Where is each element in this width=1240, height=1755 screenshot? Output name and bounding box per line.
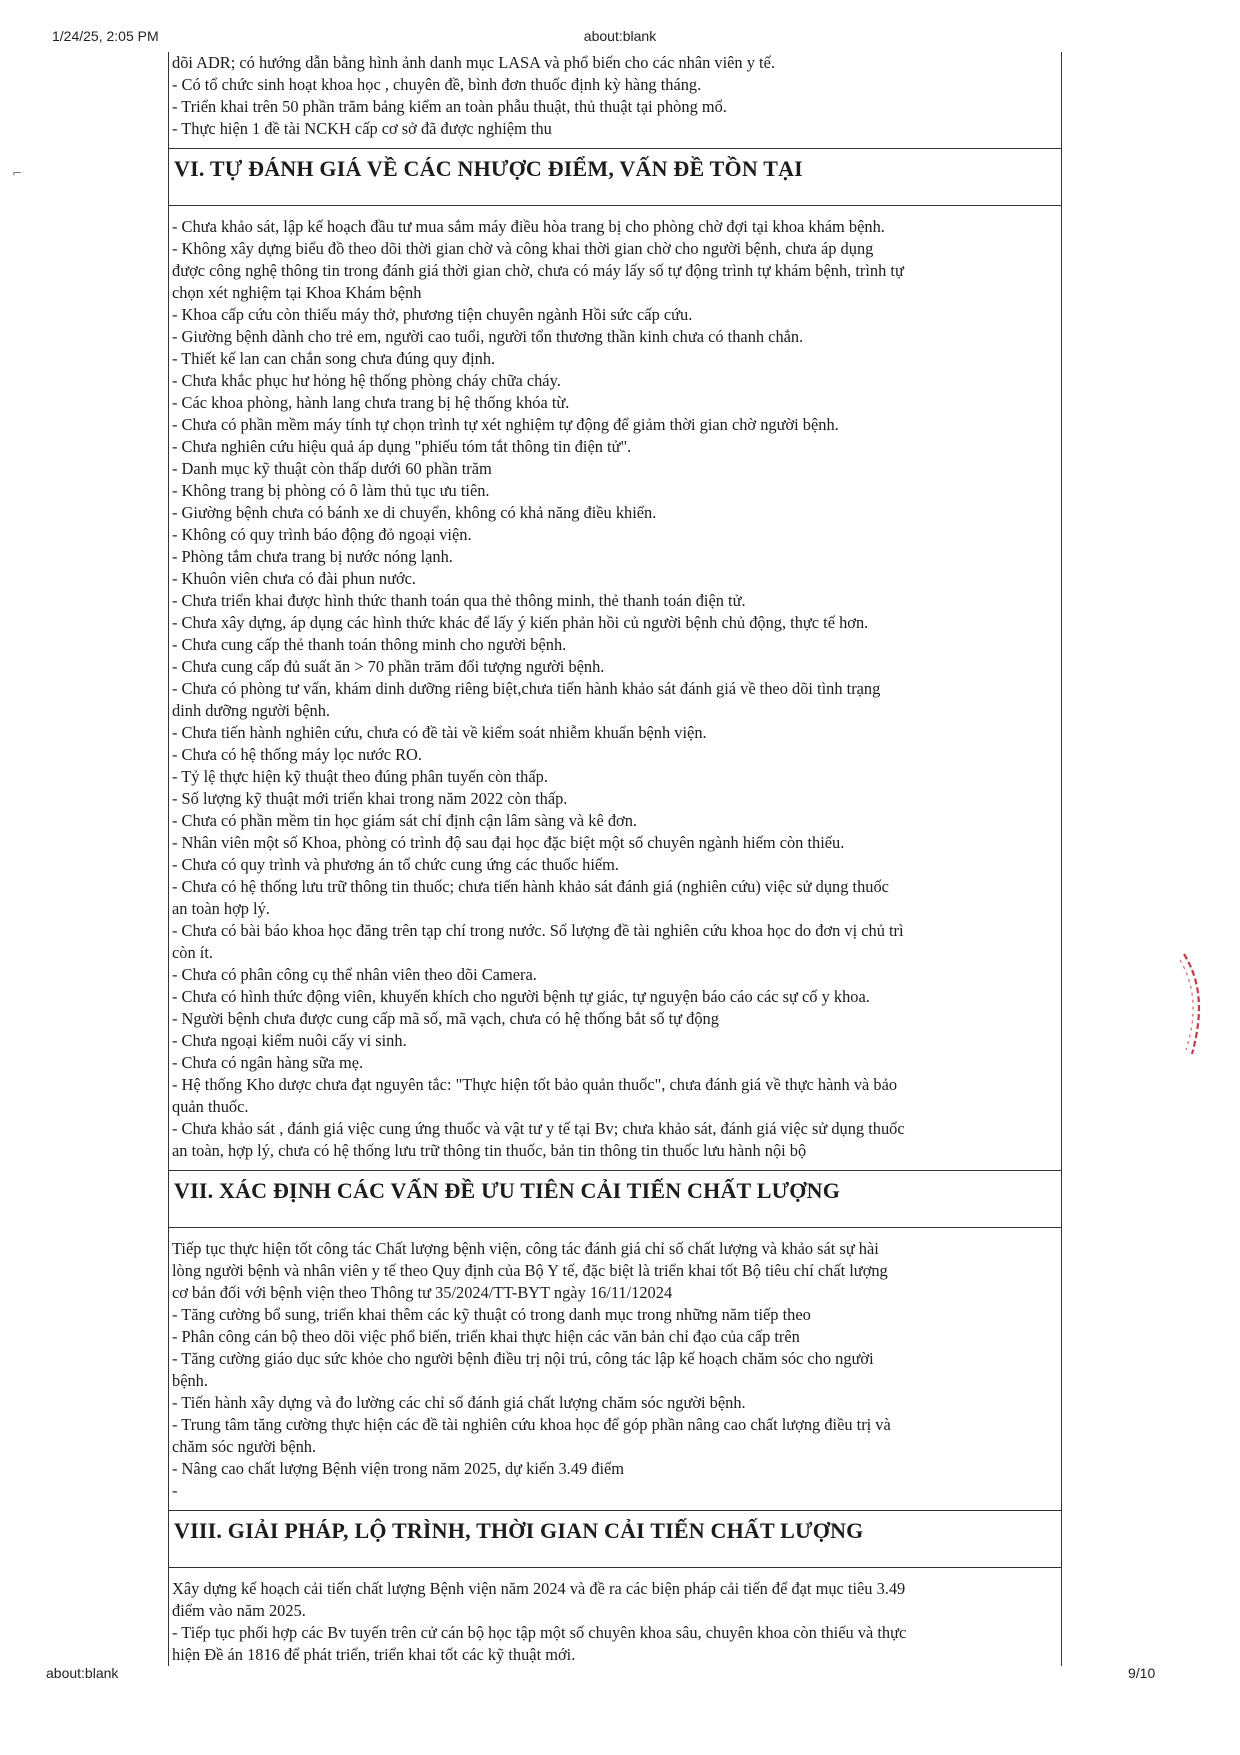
text-line: - Chưa khảo sát , đánh giá việc cung ứng thuốc và vật tư y tế tại Bv; chưa khảo sát, đánh giá việc sử dụng thuốc: [172, 1119, 905, 1138]
section-8-body: [169, 1568, 1061, 1666]
text-line: - Hệ thống Kho dược chưa đạt nguyên tắc: "Thực hiện tốt bảo quản thuốc", chưa đánh giá về thực hành và bảo: [172, 1075, 898, 1094]
text-line: cơ bản đối với bệnh viện theo Thông tư 35/2024/TT-BYT ngày 16/11/12024: [172, 1283, 673, 1302]
text-line: được công nghệ thông tin trong đánh giá thời gian chờ, chưa có máy lấy số tự động trình tự khám bệnh, trình tự: [172, 261, 904, 280]
text-line: - Phân công cán bộ theo dõi việc phổ biến, triển khai thực hiện các văn bản chỉ đạo của cấp trên: [172, 1327, 800, 1346]
text-line: - Tiến hành xây dựng và đo lường các chỉ số đánh giá chất lượng chăm sóc người bệnh.: [172, 1393, 746, 1412]
text-line: - Chưa xây dựng, áp dụng các hình thức khác để lấy ý kiến phản hồi củ người bệnh chủ động, thực tế hơn.: [172, 613, 869, 632]
print-header: [0, 28, 1240, 48]
text-line: - Chưa có hình thức động viên, khuyến khích cho người bệnh tự giác, tự nguyện báo cáo các sự cố y khoa.: [172, 987, 870, 1006]
stamp-mark-icon: [1178, 950, 1208, 1060]
text-line: Xây dựng kế hoạch cải tiến chất lượng Bệnh viện năm 2024 và đề ra các biện pháp cải tiến để đạt mục tiêu 3.49: [172, 1579, 906, 1598]
text-line: - Thiết kế lan can chắn song chưa đúng quy định.: [172, 349, 496, 368]
text-line: - Giường bệnh chưa có bánh xe di chuyển, không có khả năng điều khiển.: [172, 503, 657, 522]
text-line: điểm vào năm 2025.: [172, 1601, 306, 1620]
text-line: - Chưa khắc phục hư hỏng hệ thống phòng cháy chữa cháy.: [172, 371, 561, 390]
text-line: - Không xây dựng biểu đồ theo dõi thời gian chờ và công khai thời gian chờ cho người bệnh, chưa áp dụng: [172, 239, 874, 258]
intro-block: [169, 52, 1061, 148]
text-line: - Tiếp tục phối hợp các Bv tuyến trên cử cán bộ học tập một số chuyên khoa sâu, chuyên khoa còn thiếu và thực: [172, 1623, 907, 1642]
text-line: - Tăng cường giáo dục sức khỏe cho người bệnh điều trị nội trú, công tác lập kế hoạch chăm sóc cho người: [172, 1349, 874, 1368]
text-line: chăm sóc người bệnh.: [172, 1437, 317, 1456]
text-line: lòng người bệnh và nhân viên y tế theo Quy định của Bộ Y tế, đặc biệt là triển khai tốt Bộ tiêu chí chất lượng: [172, 1261, 888, 1280]
section-8-heading: VIII. GIẢI PHÁP, LỘ TRÌNH, THỜI GIAN CẢI TIẾN CHẤT LƯỢNG: [169, 1510, 1061, 1568]
text-line: - Triển khai trên 50 phần trăm bảng kiểm an toàn phẫu thuật, thủ thuật tại phòng mổ.: [172, 97, 727, 116]
text-line: - Chưa có phòng tư vấn, khám dinh dưỡng riêng biệt,chưa tiến hành khảo sát đánh giá về theo dõi tình trạng: [172, 679, 881, 698]
text-line: - Chưa có hệ thống máy lọc nước RO.: [172, 745, 422, 764]
text-line: - Tăng cường bổ sung, triển khai thêm các kỹ thuật có trong danh mục trong những năm tiếp theo: [172, 1305, 811, 1324]
text-line: dõi ADR; có hướng dẫn bằng hình ảnh danh mục LASA và phổ biến cho các nhân viên y tế.: [172, 53, 775, 72]
text-line: - Nhân viên một số Khoa, phòng có trình độ sau đại học đặc biệt một số chuyên ngành hiếm còn thiếu.: [172, 833, 845, 852]
section-6-heading: VI. TỰ ĐÁNH GIÁ VỀ CÁC NHƯỢC ĐIỂM, VẤN ĐỀ TỒN TẠI: [169, 148, 1061, 206]
section-7-heading: VII. XÁC ĐỊNH CÁC VẤN ĐỀ ƯU TIÊN CẢI TIẾN CHẤT LƯỢNG: [169, 1170, 1061, 1228]
text-line: bệnh.: [172, 1371, 208, 1390]
text-line: an toàn, hợp lý, chưa có hệ thống lưu trữ thông tin thuốc, bản tin thông tin thuốc lưu hành nội bộ: [172, 1141, 807, 1160]
text-line: - Chưa cung cấp thẻ thanh toán thông minh cho người bệnh.: [172, 635, 567, 654]
text-line: - Có tổ chức sinh hoạt khoa học , chuyên đề, bình đơn thuốc định kỳ hàng tháng.: [172, 75, 702, 94]
text-line: an toàn hợp lý.: [172, 899, 270, 918]
text-line: - Danh mục kỹ thuật còn thấp dưới 60 phần trăm: [172, 459, 492, 478]
margin-mark-icon: ⌐: [12, 166, 23, 180]
text-line: - Trung tâm tăng cường thực hiện các đề tài nghiên cứu khoa học để góp phần nâng cao chất lượng điều trị và: [172, 1415, 891, 1434]
text-line: - Nâng cao chất lượng Bệnh viện trong năm 2025, dự kiến 3.49 điểm: [172, 1459, 625, 1478]
text-line: - Tỷ lệ thực hiện kỹ thuật theo đúng phân tuyến còn thấp.: [172, 767, 548, 786]
text-line: - Khoa cấp cứu còn thiếu máy thở, phương tiện chuyên ngành Hồi sức cấp cứu.: [172, 305, 693, 324]
text-line: - Chưa có phần mềm tin học giám sát chỉ định cận lâm sàng và kê đơn.: [172, 811, 637, 830]
text-line: hiện Đề án 1816 để phát triển, triển khai tốt các kỹ thuật mới.: [172, 1645, 576, 1664]
text-line: -: [172, 1481, 178, 1500]
text-line: - Khuôn viên chưa có đài phun nước.: [172, 569, 417, 588]
text-line: còn ít.: [172, 943, 213, 962]
text-line: - Chưa cung cấp đủ suất ăn > 70 phần trăm đối tượng người bệnh.: [172, 657, 605, 676]
text-line: - Chưa nghiên cứu hiệu quả áp dụng "phiếu tóm tắt thông tin điện tử".: [172, 437, 632, 456]
page-number: 9/10: [1128, 1665, 1156, 1681]
text-line: - Người bệnh chưa được cung cấp mã số, mã vạch, chưa có hệ thống bắt số tự động: [172, 1009, 719, 1028]
text-line: - Chưa có bài báo khoa học đăng trên tạp chí trong nước. Số lượng đề tài nghiên cứu khoa học do đơn vị chủ trì: [172, 921, 904, 940]
text-line: - Giường bệnh dành cho trẻ em, người cao tuổi, người tổn thương thần kinh chưa có thanh chắn.: [172, 327, 804, 346]
text-line: - Số lượng kỹ thuật mới triển khai trong năm 2022 còn thấp.: [172, 789, 568, 808]
text-line: Tiếp tục thực hiện tốt công tác Chất lượng bệnh viện, công tác đánh giá chỉ số chất lượng và khảo sát sự hài: [172, 1239, 879, 1258]
section-6-body: [169, 206, 1061, 1170]
text-line: chọn xét nghiệm tại Khoa Khám bệnh: [172, 283, 422, 302]
text-line: - Chưa có phân công cụ thể nhân viên theo dõi Camera.: [172, 965, 537, 984]
text-line: - Chưa triển khai được hình thức thanh toán qua thẻ thông minh, thẻ thanh toán điện tử.: [172, 591, 746, 610]
text-line: - Chưa có ngân hàng sữa mẹ.: [172, 1053, 364, 1072]
text-line: - Phòng tắm chưa trang bị nước nóng lạnh.: [172, 547, 453, 566]
text-line: - Chưa khảo sát, lập kế hoạch đầu tư mua sắm máy điều hòa trang bị cho phòng chờ đợi tại khoa khám bệnh.: [172, 217, 885, 236]
footer-url: about:blank: [46, 1665, 119, 1681]
text-line: quản thuốc.: [172, 1097, 249, 1116]
text-line: - Không trang bị phòng có ô làm thủ tục ưu tiên.: [172, 481, 490, 500]
text-line: dinh dưỡng người bệnh.: [172, 701, 331, 720]
text-line: - Chưa ngoại kiểm nuôi cấy vi sinh.: [172, 1031, 407, 1050]
print-url: about:blank: [583, 28, 657, 44]
text-line: - Chưa có quy trình và phương án tổ chức cung ứng các thuốc hiếm.: [172, 855, 620, 874]
text-line: - Chưa tiến hành nghiên cứu, chưa có đề tài về kiểm soát nhiễm khuẩn bệnh viện.: [172, 723, 707, 742]
text-line: - Các khoa phòng, hành lang chưa trang bị hệ thống khóa từ.: [172, 393, 570, 412]
print-footer: [0, 1665, 1240, 1685]
text-line: - Chưa có hệ thống lưu trữ thông tin thuốc; chưa tiến hành khảo sát đánh giá (nghiên cứu) việc sử dụng thuốc: [172, 877, 889, 896]
text-line: - Chưa có phần mềm máy tính tự chọn trình tự xét nghiệm tự động để giảm thời gian chờ người bệnh.: [172, 415, 839, 434]
section-7-body: [169, 1228, 1061, 1510]
document-body: [168, 52, 1062, 1666]
text-line: - Không có quy trình báo động đỏ ngoại viện.: [172, 525, 472, 544]
print-datetime: 1/24/25, 2:05 PM: [52, 28, 159, 44]
text-line: - Thực hiện 1 đề tài NCKH cấp cơ sở đã được nghiệm thu: [172, 119, 552, 138]
